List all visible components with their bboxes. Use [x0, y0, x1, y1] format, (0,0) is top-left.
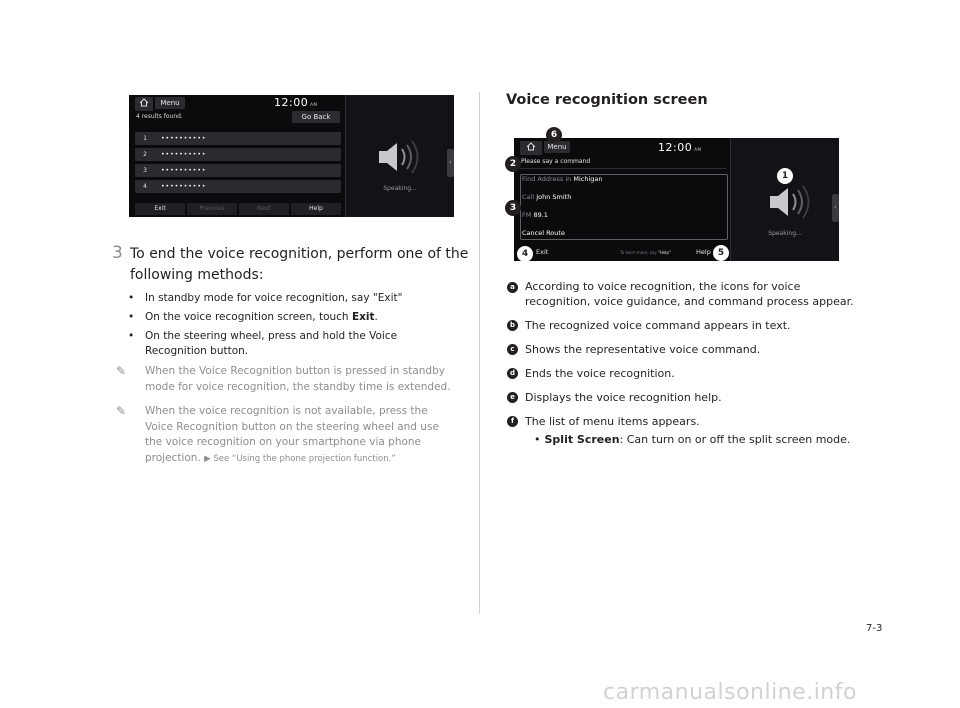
description-6: The list of menu items appears. — [525, 415, 700, 428]
result-row-4[interactable] — [135, 180, 341, 193]
section-title: Voice recognition screen — [506, 92, 708, 108]
go-back-button[interactable]: Go Back — [292, 111, 340, 123]
result-row-2[interactable] — [135, 148, 341, 161]
clock: 12:00 AM — [658, 141, 702, 154]
result-number: 3 — [143, 167, 147, 174]
previous-button[interactable]: Previous — [187, 203, 237, 215]
split-screen-handle[interactable]: ‹ — [447, 149, 454, 177]
page-number: 7-3 — [866, 623, 883, 634]
description-3: Shows the representative voice command. — [525, 343, 761, 356]
split-screen-handle[interactable]: ‹ — [832, 194, 839, 222]
description-4: Ends the voice recognition. — [525, 367, 675, 380]
note-standby: When the Voice Recognition button is pressed in standby mode for voice recognition, the standby time is extended. — [145, 365, 451, 393]
result-number: 1 — [143, 135, 147, 142]
command-item[interactable]: Find Address in Michigan — [522, 175, 603, 183]
menu-button[interactable]: Menu — [544, 141, 570, 153]
desc-marker-1: a — [507, 282, 518, 293]
voice-results-screen — [129, 95, 454, 217]
description-1: According to voice recognition, the icons for voice recognition, voice guidance, and command process appear. — [525, 280, 854, 308]
callout-1: 1 — [777, 168, 793, 184]
exit-button[interactable]: Exit — [536, 248, 549, 256]
results-status: 4 results found. — [136, 113, 183, 120]
desc-marker-2: b — [507, 320, 518, 331]
result-row-1[interactable] — [135, 132, 341, 145]
voice-recognition-screen — [514, 138, 839, 261]
home-icon — [139, 98, 149, 107]
callout-6: 6 — [546, 127, 562, 143]
result-number: 4 — [143, 183, 147, 190]
step-text: To end the voice recognition, perform one of the following methods: — [130, 246, 469, 283]
result-row-3[interactable] — [135, 164, 341, 177]
speaking-label: Speaking... — [768, 230, 802, 237]
callout-3: 3 — [505, 200, 521, 216]
home-icon — [526, 142, 536, 151]
next-button[interactable]: Next — [239, 203, 289, 215]
clock: 12:00 AM — [274, 96, 318, 109]
result-value: •••••••••• — [161, 183, 207, 190]
callout-2: 2 — [505, 156, 521, 172]
column-divider — [479, 92, 480, 614]
home-button[interactable] — [520, 141, 542, 155]
method-bullet-2: • On the voice recognition screen, touch Exit. — [132, 310, 462, 325]
desc-marker-3: c — [507, 344, 518, 355]
callout-4: 4 — [517, 246, 533, 262]
result-value: •••••••••• — [161, 167, 207, 174]
note-pencil-icon: ✎ — [116, 364, 127, 378]
command-item[interactable]: Call John Smith — [522, 193, 572, 201]
speaking-label: Speaking... — [383, 185, 417, 192]
callout-5: 5 — [713, 245, 729, 261]
method-bullet-1: • In standby mode for voice recognition, say "Exit" — [132, 291, 462, 306]
prompt-underline — [520, 168, 726, 169]
voice-prompt: Please say a command — [521, 158, 591, 165]
speaker-icon — [764, 180, 820, 224]
desc-marker-5: e — [507, 392, 518, 403]
result-number: 2 — [143, 151, 147, 158]
exit-button[interactable]: Exit — [135, 203, 185, 215]
help-button[interactable]: Help — [291, 203, 341, 215]
command-item[interactable]: Cancel Route — [522, 229, 565, 237]
help-button[interactable]: Help — [696, 248, 711, 256]
method-bullet-3: • On the steering wheel, press and hold the Voice Recognition button. — [132, 329, 432, 359]
result-value: •••••••••• — [161, 151, 207, 158]
see-link[interactable]: ▶ See “Using the phone projection function.” — [204, 453, 396, 464]
help-hint: To learn more, say "Help" — [620, 250, 671, 255]
result-value: •••••••••• — [161, 135, 207, 142]
description-5: Displays the voice recognition help. — [525, 391, 722, 404]
desc-marker-6: f — [507, 416, 518, 427]
note-phone-projection: When the voice recognition is not available, press the Voice Recognition button on the steering wheel and use the voice recognition on your smartphone via phone projection. ▶ See “Using the phone projection function.” — [145, 405, 439, 464]
step-number: 3 — [112, 243, 123, 263]
command-item[interactable]: FM 89.1 — [522, 211, 548, 219]
speaker-icon — [373, 135, 429, 179]
note-pencil-icon: ✎ — [116, 404, 127, 418]
home-button[interactable] — [135, 97, 153, 111]
desc-marker-4: d — [507, 368, 518, 379]
menu-button[interactable]: Menu — [155, 97, 185, 109]
split-screen-bullet: • Split Screen: Can turn on or off the split screen mode. — [534, 433, 851, 446]
description-2: The recognized voice command appears in text. — [525, 319, 791, 332]
watermark: carmanualsonline.info — [603, 680, 857, 705]
